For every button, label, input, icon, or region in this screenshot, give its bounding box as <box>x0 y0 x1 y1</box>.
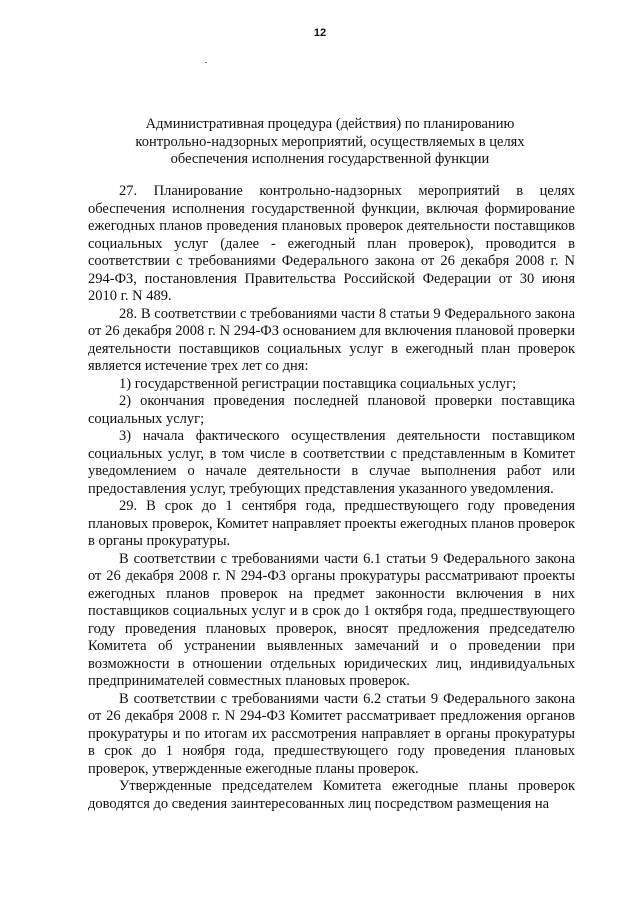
scan-speck <box>205 62 207 63</box>
section-title-line: контрольно-надзорных мероприятий, осуществляемых в целях <box>135 133 525 150</box>
document-body <box>88 183 575 813</box>
paragraph-prosecutor-review: В соответствии с требованиями части 6.1 статьи 9 Федерального закона от 26 декабря 2008 г. N 294-ФЗ органы прокуратуры рассматривают проекты ежегодных планов проверок на предмет законности включения в них поставщиков социальных услуг и в срок до 1 октября года, предшествующего году проведения плановых проверок, вносят предложения председателю Комитета об устранении выявленных замечаний и о проведении при возможности в отношении отдельных юридических лиц, индивидуальных предпринимателей совместных плановых проверок. <box>88 550 575 689</box>
paragraph-publication: Утвержденные председателем Комитета ежегодные планы проверок доводятся до сведения заинтересованных лиц посредством размещения на <box>88 778 575 812</box>
list-item-2: 2) окончания проведения последней плановой проверки поставщика социальных услуг; <box>88 393 575 427</box>
list-item-3: 3) начала фактического осуществления деятельности поставщиком социальных услуг, в том числе в соответствии с представленным в Комитет уведомлением о начале деятельности в случае выполнения работ или предоставления услуг, требующих представления указанного уведомления. <box>88 428 575 497</box>
paragraph-29: 29. В срок до 1 сентября года, предшествующего году проведения плановых проверок, Комитет направляет проекты ежегодных планов проверок в органы прокуратуры. <box>88 498 575 549</box>
paragraph-28: 28. В соответствии с требованиями части 8 статьи 9 Федерального закона от 26 декабря 2008 г. N 294-ФЗ основанием для включения плановой проверки деятельности поставщиков социальных услуг в ежегодный план проверок является истечение трех лет со дня: <box>88 305 575 374</box>
page-number: 12 <box>313 27 327 39</box>
section-title-line: Административная процедура (действия) по планированию <box>145 116 515 132</box>
paragraph-committee-review: В соответствии с требованиями части 6.2 статьи 9 Федерального закона от 26 декабря 2008 г. N 294-ФЗ Комитет рассматривает предложения органов прокуратуры и по итогам их рассмотрения направляет в органы прокуратуры в срок до 1 ноября года, предшествующего году проведения плановых проверок, утвержденные ежегодные планы проверок. <box>88 690 575 777</box>
section-title <box>115 116 545 169</box>
list-item-1: 1) государственной регистрации поставщика социальных услуг; <box>119 375 517 392</box>
paragraph-27: 27. Планирование контрольно-надзорных мероприятий в целях обеспечения исполнения государственной функции, включая формирование ежегодных планов проведения плановых проверок деятельности поставщиков социальных услуг (далее - ежегодный план проверок), проводится в соответствии с требованиями Федерального закона от 26 декабря 2008 г. N 294-ФЗ, постановления Правительства Российской Федерации от 30 июня 2010 г. N 489. <box>88 183 575 304</box>
section-title-line: обеспечения исполнения государственной функции <box>170 151 490 167</box>
